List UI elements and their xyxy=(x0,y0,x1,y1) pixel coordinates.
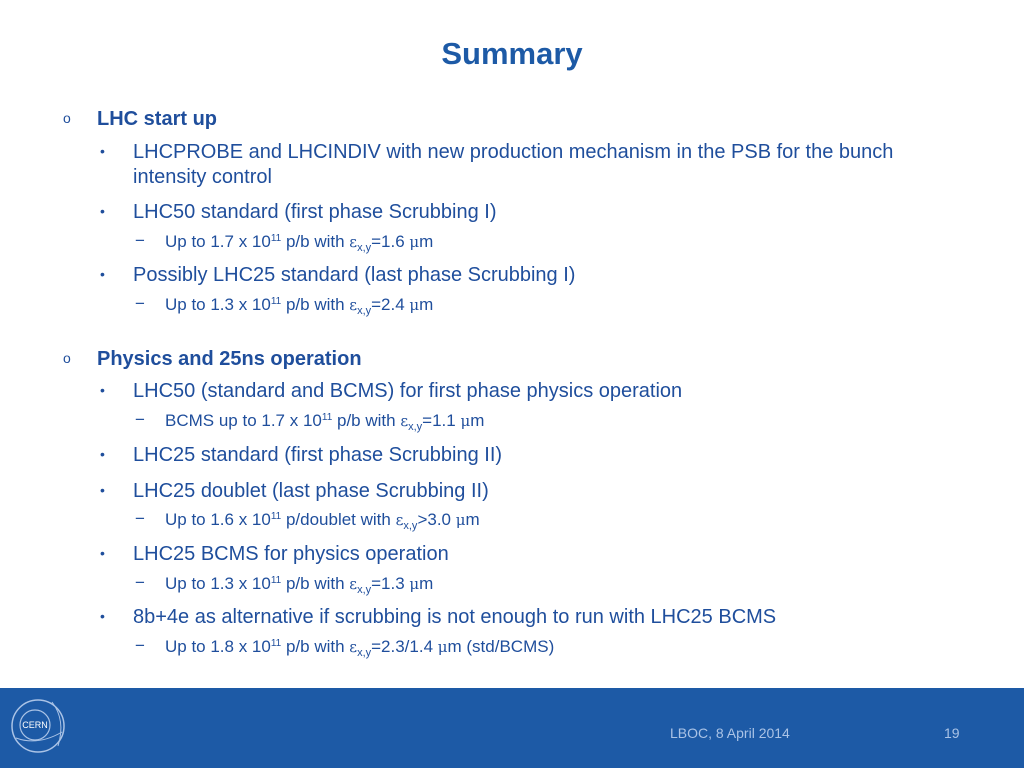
list-item-text: LHC50 (standard and BCMS) for first phase physics operation xyxy=(133,380,683,402)
cern-logo-icon xyxy=(8,696,68,756)
sub-list-item-text: Up to 1.8 x $10^{11}$ p/b with $\varepsilon_{x,y}=2.3/1.4$ μm (std/BCMS) xyxy=(165,637,555,659)
list-item-text: 8b+4e as alternative if scrubbing is not enough to run with LHC25 BCMS xyxy=(133,606,777,628)
bullet-icon: • xyxy=(100,608,105,624)
sub-list-item xyxy=(135,232,433,252)
list-item xyxy=(100,443,943,468)
section-heading-text: Physics and 25ns operation xyxy=(97,348,362,370)
logo-text: CERN xyxy=(22,720,48,730)
sub-list-item-text: Up to 1.6 x $10^{11}$ p/doublet with $\varepsilon_{x,y}>3.0$ μm xyxy=(165,510,480,532)
sub-list-item-text: Up to 1.3 x $10^{11}$ p/b with $\varepsilon_{x,y}=2.4$ μm xyxy=(165,295,434,317)
dash-icon: − xyxy=(135,573,145,592)
page-number: 19 xyxy=(944,725,960,741)
section-heading-physics xyxy=(63,348,362,371)
dash-icon: − xyxy=(135,509,145,528)
sub-list-item xyxy=(135,411,484,431)
bullet-icon: • xyxy=(100,545,105,561)
sub-list-item xyxy=(135,574,433,594)
bullet-icon: • xyxy=(100,266,105,282)
list-item xyxy=(100,140,943,190)
sub-list-item xyxy=(135,510,480,530)
list-item xyxy=(100,542,943,567)
dash-icon: − xyxy=(135,294,145,313)
list-item xyxy=(100,605,943,630)
list-item xyxy=(100,479,943,504)
sub-list-item-text: Up to 1.3 x $10^{11}$ p/b with $\varepsilon_{x,y}=1.3$ μm xyxy=(165,574,434,596)
section-heading-lhc-start-up xyxy=(63,108,217,131)
dash-icon: − xyxy=(135,231,145,250)
list-item-text: LHCPROBE and LHCINDIV with new production mechanism in the PSB for the bunch intensity control xyxy=(133,141,894,188)
list-item-text: LHC25 doublet (last phase Scrubbing II) xyxy=(133,480,489,502)
sub-list-item xyxy=(135,295,433,315)
dash-icon: − xyxy=(135,410,145,429)
bullet-icon: • xyxy=(100,446,105,462)
sub-list-item xyxy=(135,637,554,657)
bullet-icon: • xyxy=(100,203,105,219)
list-item-text: LHC50 standard (first phase Scrubbing I) xyxy=(133,201,497,223)
list-item-text: Possibly LHC25 standard (last phase Scrubbing I) xyxy=(133,264,576,286)
circle-bullet-icon: o xyxy=(63,110,71,126)
footer-bar xyxy=(0,688,1024,768)
circle-bullet-icon: o xyxy=(63,350,71,366)
footer-event-label: LBOC, 8 April 2014 xyxy=(670,725,790,741)
slide-title: Summary xyxy=(441,36,583,71)
section-heading-text: LHC start up xyxy=(97,108,217,130)
bullet-icon: • xyxy=(100,382,105,398)
sub-list-item-text: Up to 1.7 x $10^{11}$ p/b with $\varepsilon_{x,y}=1.6$ μm xyxy=(165,232,434,254)
sub-list-item-text: BCMS up to 1.7 x $10^{11}$ p/b with $\varepsilon_{x,y}=1.1$ μm xyxy=(165,411,485,433)
bullet-icon: • xyxy=(100,482,105,498)
list-item xyxy=(100,200,943,225)
list-item-text: LHC25 BCMS for physics operation xyxy=(133,543,449,565)
list-item xyxy=(100,263,943,288)
list-item-text: LHC25 standard (first phase Scrubbing II) xyxy=(133,444,503,466)
dash-icon: − xyxy=(135,636,145,655)
list-item xyxy=(100,379,943,404)
bullet-icon: • xyxy=(100,143,105,159)
